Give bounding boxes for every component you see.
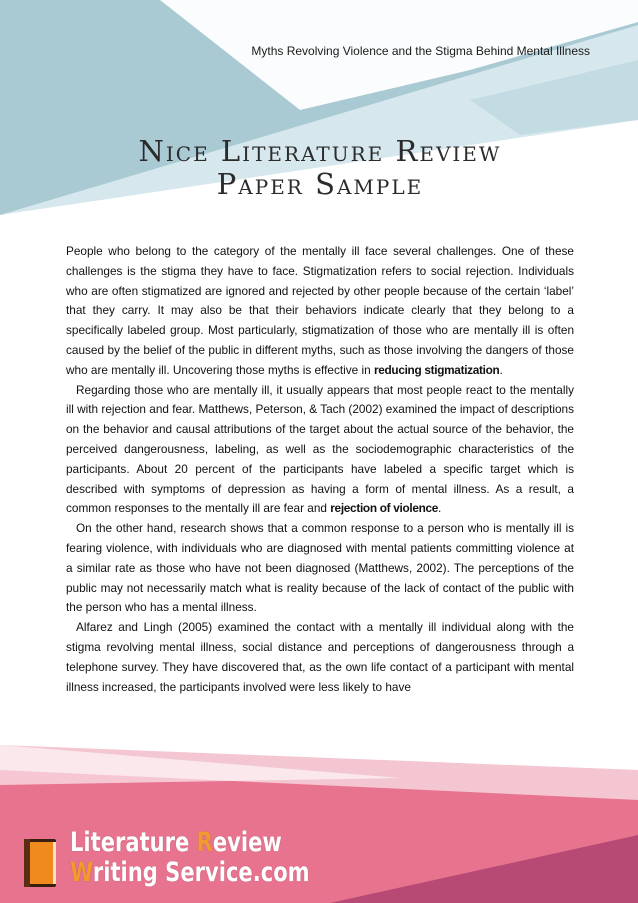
paragraph-2-end: . — [438, 501, 442, 516]
brand-logo[interactable] — [18, 822, 308, 892]
logo-line-1-part-2: eview — [212, 827, 282, 858]
running-header: Myths Revolving Violence and the Stigma Behind Mental Illness — [251, 44, 590, 58]
logo-wordmark — [70, 828, 310, 888]
paragraph-2-emphasis: rejection of violence — [330, 501, 439, 516]
paragraph-1-text: People who belong to the category of the mentally ill face several challenges. One of these challenges is the stigma they have to face. Stigmatization refers to social rejection. Individuals who are often stigmatized are ignored and rejected by other people because of the certain ‘label’ that they carry. It may also be that their behaviors indicate clearly that they belong to a specifically labeled group. Most particularly, stigmatization of those who are mentally ill is often caused by the belief of the public in different myths, such as those involving the dangers of those who are mentally ill. Uncovering those myths is effective in — [66, 244, 574, 377]
paragraph-3: On the other hand, research shows that a common response to a person who is mentally ill is fearing violence, with individuals who are diagnosed with mental patients committing violence at a similar rate as those who have not been diagnosed (Matthews, 2002). The perceptions of the public may not necessarily match what is reality because of the lack of contact of the public with the person who has a mental illness. — [66, 521, 574, 615]
logo-line-1-part-1: Literature — [70, 827, 197, 858]
logo-line-2-accent: W — [70, 857, 93, 888]
logo-line-2-part-2: riting Service.com — [92, 857, 310, 888]
paragraph-1 — [66, 242, 574, 381]
paragraph-1-end: . — [499, 362, 503, 377]
paragraph-4: Alfarez and Lingh (2005) examined the contact with a mentally ill individual along with the stigma revolving mental illness, social distance and perceptions of dangerousness through a telephone survey. They have discovered that, as the own life contact of a participant with mental illness increased, the participants involved were less likely to have — [66, 620, 574, 694]
title-line-1: Nice Literature Review — [138, 134, 502, 168]
logo-line-1 — [70, 828, 310, 858]
paragraph-2 — [66, 381, 574, 520]
body-text — [66, 242, 574, 697]
paragraph-2-text: Regarding those who are mentally ill, it usually appears that most people react to the mentally ill with rejection and fear. Matthews, Peterson, & Tach (2002) examined the impact of descriptions on the behavior and causal attributions of the target about the actual source of the behavior, the perceived dangerousness, labeling, as well as the sociodemographic characteristics of the participants. About 20 percent of the participants have labeled a specific target which is described with symptoms of depression as having a form of mental illness. As a result, a common responses to the mentally ill are fear and — [66, 382, 574, 516]
paragraph-1-emphasis: reducing stigmatization — [373, 362, 500, 377]
logo-line-2 — [70, 858, 310, 888]
logo-line-1-accent: R — [196, 827, 213, 858]
title-line-2: Paper Sample — [216, 167, 424, 201]
book-icon — [20, 837, 60, 889]
page-title — [60, 135, 580, 201]
